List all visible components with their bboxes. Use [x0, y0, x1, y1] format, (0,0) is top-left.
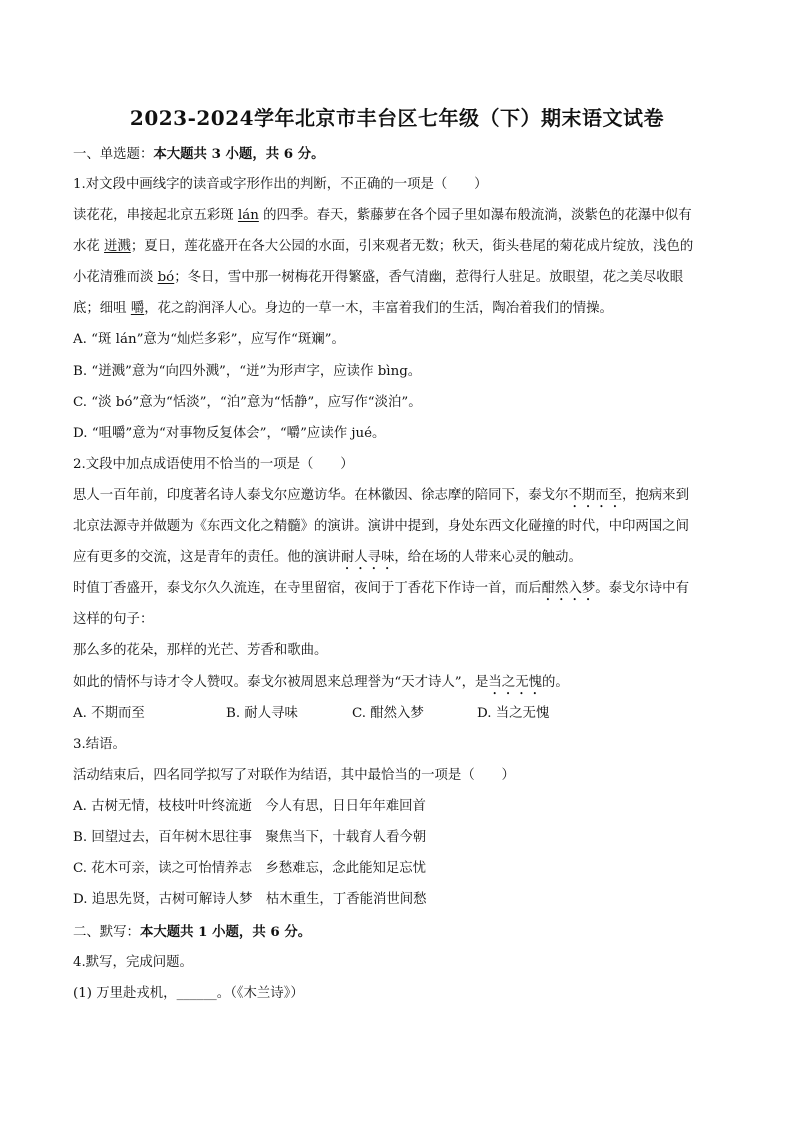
q3-option-c[interactable]: C. 花木可亲，读之可怡情养志 乡愁难忘，念此能知足忘忧: [73, 861, 427, 876]
underlined-char: lán: [237, 208, 259, 223]
fill-in-prompt: (1) 万里赴戎机，: [73, 986, 177, 1001]
fill-in-blank[interactable]: ______: [176, 986, 217, 1001]
q2-passage-line-5: 这样的句子：: [73, 612, 154, 627]
section-2-desc: 本大题共 1 小题，共 6 分。: [139, 924, 312, 940]
passage-text: 的四季。春天，紫藤萝在各个园子里如瀑布般流淌，淡紫色的花瀑中似有: [258, 208, 692, 223]
passage-text: ，抱病来到: [622, 488, 689, 503]
q3-option-d[interactable]: D. 追思先贤，古树可解诗人梦 枯木重生，丁香能消世间愁: [73, 892, 427, 907]
q2-stem: 2.文段中加点成语使用不恰当的一项是（ ）: [73, 457, 354, 472]
passage-text: 底；细咀: [73, 301, 131, 316]
q2-option-c[interactable]: C. 酣然入梦: [352, 706, 424, 721]
q2-option-a[interactable]: A. 不期而至: [73, 706, 145, 721]
q2-passage-line-4: [73, 579, 723, 604]
q1-passage-line-4: [73, 299, 723, 319]
q1-option-c[interactable]: C. “淡 bó”意为“恬淡”，“泊”意为“恬静”，应写作“淡泊”。: [73, 395, 422, 410]
q3-intro: 活动结束后，四名同学拟写了对联作为结语，其中最恰当的一项是（ ）: [73, 768, 515, 783]
underlined-char: 嚼: [130, 301, 145, 316]
section-2-prefix: 二、默写：: [73, 925, 140, 940]
section-1-prefix: 一、单选题：: [73, 147, 154, 162]
q2-option-d[interactable]: D. 当之无愧: [477, 706, 550, 721]
passage-text: 读花花，串接起北京五彩斑: [73, 208, 238, 223]
q2-passage-line-6: 那么多的花朵，那样的光芒、芳香和歌曲。: [73, 643, 328, 658]
passage-text: 的。: [541, 675, 569, 690]
underlined-char: 迸溅: [104, 239, 131, 254]
section-1-heading: [73, 144, 723, 165]
page-title: 2023-2024学年北京市丰台区七年级（下）期末语文试卷: [129, 106, 665, 130]
passage-text: ，给在场的人带来心灵的触动。: [394, 550, 582, 565]
q4-item-1: [73, 984, 723, 1004]
dotted-idiom: 酣然入梦: [541, 581, 596, 596]
q3-option-b[interactable]: B. 回望过去，百年树木思往事 聚焦当下，十载育人看今朝: [73, 830, 427, 845]
q1-option-b[interactable]: B. “迸溅”意为“向四外溅”，“迸”为形声字，应读作 bìng。: [73, 364, 422, 379]
q1-passage-line-1: [73, 206, 723, 226]
passage-text: ，花之韵润泽人心。身边的一草一木，丰富着我们的生活，陶冶着我们的情操。: [144, 301, 613, 316]
q3-stem: 3.结语。: [73, 737, 126, 752]
q1-option-a[interactable]: A. “斑 lán”意为“灿烂多彩”，应写作“斑斓”。: [73, 332, 345, 347]
q4-stem: 4.默写，完成问题。: [73, 955, 193, 970]
passage-text: 思人一百年前，印度著名诗人泰戈尔应邀访华。在林徽因、徐志摩的陪同下，泰戈尔: [73, 488, 569, 503]
q3-option-a[interactable]: A. 古树无情，枝枝叶叶终流逝 今人有思，日日年年难回首: [73, 799, 426, 814]
fill-in-source: 。（《木兰诗》）: [216, 986, 304, 1001]
q1-stem: 1.对文段中画线字的读音或字形作出的判断，不正确的一项是（ ）: [73, 177, 488, 192]
underlined-char: bó: [157, 270, 175, 285]
passage-text: 水花: [73, 239, 105, 254]
q1-passage-line-3: [73, 268, 723, 288]
q2-option-b[interactable]: B. 耐人寻味: [226, 706, 298, 721]
section-1-desc: 本大题共 3 小题，共 6 分。: [153, 146, 325, 162]
passage-text: ；冬日，雪中那一树梅花开得繁盛，香气清幽，惹得行人驻足。放眼望，花之美尽收眼: [174, 270, 684, 285]
passage-text: 。泰戈尔诗中有: [595, 581, 689, 596]
passage-text: 小花清雅而淡: [73, 270, 158, 285]
passage-text: 时值丁香盛开，泰戈尔久久流连，在寺里留宿，夜间于丁香花下作诗一首，而后: [73, 581, 542, 596]
q2-passage-line-7: [73, 673, 723, 698]
q2-passage-line-1: [73, 486, 723, 511]
q2-passage-line-2: 北京法源寺并做题为《东西文化之精髓》的演讲。演讲中提到，身处东西文化碰撞的时代，中印两国之间: [73, 519, 689, 534]
passage-text: 应有更多的交流，这是青年的责任。他的演讲: [73, 550, 341, 565]
q1-passage-line-2: [73, 237, 723, 257]
q1-option-d[interactable]: D. “咀嚼”意为“对事物反复体会”，“嚼”应读作 jué。: [73, 426, 386, 441]
dotted-idiom: 当之无愧: [488, 675, 542, 690]
passage-text: ；夏日，莲花盛开在各大公园的水面，引来观者无数；秋天，街头巷尾的菊花成片绽放，浅色的: [130, 239, 694, 254]
dotted-idiom: 耐人寻味: [340, 550, 395, 565]
q2-passage-line-3: [73, 548, 723, 573]
section-2-heading: [73, 922, 723, 943]
dotted-idiom: 不期而至: [568, 488, 623, 503]
passage-text: 如此的情怀与诗才令人赞叹。泰戈尔被周恩来总理誉为“天才诗人”，是: [73, 675, 489, 690]
